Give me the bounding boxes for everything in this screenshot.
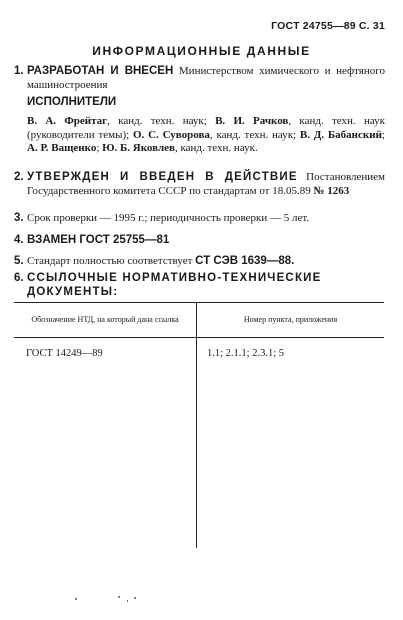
table-header-clauses: Номер пункта, приложения xyxy=(197,303,385,338)
performer-name: В. И. Рачков xyxy=(215,115,289,127)
section-3-number: 3. xyxy=(14,212,24,224)
performer-name: А. Р. Ващенко xyxy=(27,142,97,154)
section-4-number: 4. xyxy=(14,234,24,246)
performer-role: , канд. техн. наук (руководители темы); xyxy=(27,115,385,141)
section-6-heading: ССЫЛОЧНЫЕ НОРМАТИВНО-ТЕХНИЧЕСКИЕ ДОКУМЕНТЫ: xyxy=(27,272,322,298)
section-4-heading: ВЗАМЕН ГОСТ 25755—81 xyxy=(27,234,170,246)
scan-speck xyxy=(75,598,77,600)
scan-speck xyxy=(127,600,128,602)
section-6 xyxy=(14,272,385,299)
section-2-text: Постановлением Государственного комитета СССР по стандартам от 18.05.89 xyxy=(27,171,386,197)
scan-speck xyxy=(118,596,120,598)
scan-speck xyxy=(134,597,136,599)
performer-name: О. С. Суворова xyxy=(133,128,210,141)
section-1-number: 1. xyxy=(14,65,24,77)
section-4 xyxy=(14,234,385,248)
section-1-text: Министерством химического и нефтяного машиностроения xyxy=(27,65,385,91)
table-header-document: Обозначение НТД, на который дана ссылка xyxy=(14,303,197,338)
section-5-number: 5. xyxy=(14,255,24,267)
section-6-number: 6. xyxy=(14,272,24,284)
performer-role: , канд. техн. наук; xyxy=(107,115,216,127)
table-header-row xyxy=(14,303,384,338)
performer-role: , канд. техн. наук. xyxy=(174,142,258,154)
performers-heading: ИСПОЛНИТЕЛИ xyxy=(27,96,117,108)
performer-role: ; xyxy=(381,128,385,141)
table-cell-document: ГОСТ 14249—89 xyxy=(14,338,197,549)
performer-role: ; xyxy=(96,142,103,154)
section-2 xyxy=(14,171,385,198)
reference-documents-table xyxy=(14,302,384,548)
performer-name: В. А. Фрейтаг xyxy=(27,115,108,127)
section-3-text: Срок проверки — 1995 г.; периодичность проверки — 5 лет. xyxy=(27,212,310,224)
section-1 xyxy=(14,65,385,92)
section-2-number: 2. xyxy=(14,171,24,183)
section-5 xyxy=(14,255,385,269)
section-1-heading: РАЗРАБОТАН И ВНЕСЕН xyxy=(27,65,174,77)
performer-name: В. Д. Бабанский xyxy=(299,128,382,141)
page-title: ИНФОРМАЦИОННЫЕ ДАННЫЕ xyxy=(92,44,311,58)
table-cell-clauses: 1.1; 2.1.1; 2.3.1; 5 xyxy=(207,348,285,359)
performers-list xyxy=(27,115,385,156)
section-2-number-ref: № 1263 xyxy=(313,184,350,197)
section-5-ref: СТ СЭВ 1639—88. xyxy=(195,255,295,267)
section-5-text: Стандарт полностью соответствует xyxy=(27,255,193,267)
section-3 xyxy=(14,212,385,226)
table-row xyxy=(14,338,384,549)
page-header: ГОСТ 24755—89 С. 31 xyxy=(271,20,385,32)
performer-name: Ю. Б. Яковлев xyxy=(102,142,175,154)
performer-role: , канд. техн. наук; xyxy=(209,128,300,141)
section-2-heading: УТВЕРЖДЕН И ВВЕДЕН В ДЕЙСТВИЕ xyxy=(27,171,298,183)
